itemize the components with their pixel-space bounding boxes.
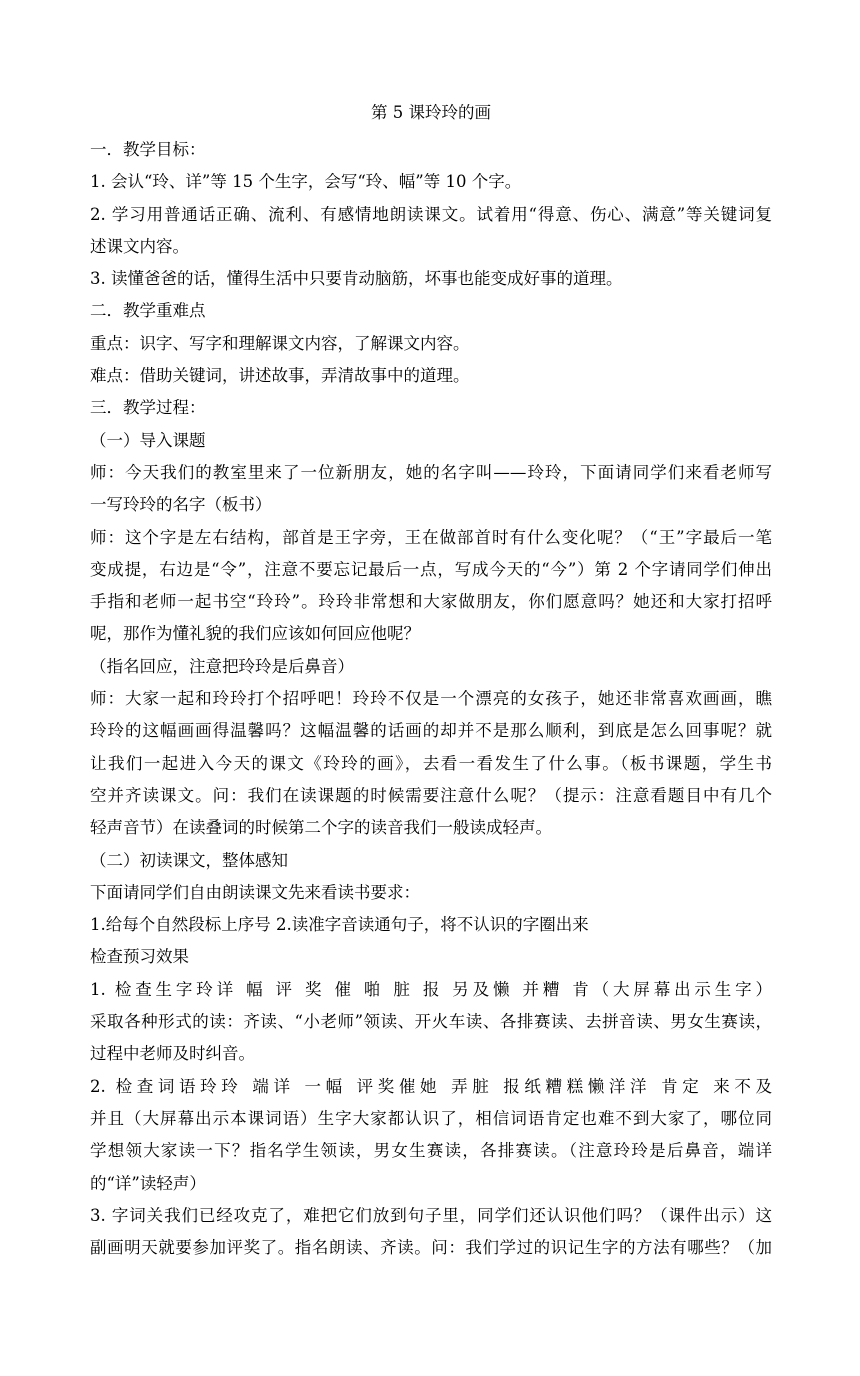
document-body bbox=[90, 134, 772, 1264]
text-line: 重点：识字、写字和理解课文内容，了解课文内容。 bbox=[90, 333, 470, 353]
text-line: 师：大家一起和玲玲打个招呼吧！玲玲不仅是一个漂亮的女孩子，她还非常喜欢画画，瞧 bbox=[90, 689, 772, 709]
text-line: （指名回应，注意把玲玲是后鼻音） bbox=[90, 656, 354, 676]
text-line: 让我们一起进入今天的课文《玲玲的画》，去看一看发生了什么事。（板书课题，学生书 bbox=[90, 753, 772, 773]
text-line: 空并齐读课文。问：我们在读课题的时候需要注意什么呢？（提示：注意看题目中有几个 bbox=[90, 785, 772, 805]
text-line: 一写玲玲的名字（板书） bbox=[90, 495, 272, 515]
text-line: 的“详”读轻声） bbox=[90, 1173, 206, 1193]
text-line: 二．教学重难点 bbox=[90, 301, 206, 321]
text-line: 下面请同学们自由朗读课文先来看读书要求： bbox=[90, 882, 420, 902]
text-line: 副画明天就要参加评奖了。指名朗读、齐读。问：我们学过的识记生字的方法有哪些？（加 bbox=[90, 1238, 772, 1258]
text-line: 师：这个字是左右结构，部首是王字旁，王在做部首时有什么变化呢？（“王”字最后一笔 bbox=[90, 527, 772, 547]
text-line: 过程中老师及时纠音。 bbox=[90, 1044, 255, 1064]
text-line: 并且（大屏幕出示本课词语）生字大家都认识了，相信词语肯定也难不到大家了，哪位同 bbox=[90, 1108, 772, 1128]
text-line: 学想领大家读一下？指名学生领读，男女生赛读，各排赛读。（注意玲玲是后鼻音，端详 bbox=[90, 1141, 772, 1161]
text-line: 述课文内容。 bbox=[90, 236, 189, 256]
text-line: 2. 检查词语玲玲 端详 一幅 评奖催她 弄脏 报纸糟糕懒洋洋 肯定 来不及 bbox=[90, 1076, 772, 1096]
text-line: 3. 读懂爸爸的话，懂得生活中只要肯动脑筋，坏事也能变成好事的道理。 bbox=[90, 269, 623, 289]
text-line: 检查预习效果 bbox=[90, 947, 189, 967]
text-line: （一）导入课题 bbox=[90, 430, 206, 450]
text-line: 采取各种形式的读：齐读、“小老师”领读、开火车读、各排赛读、去拼音读、男女生赛读， bbox=[90, 1012, 772, 1032]
text-line: 1.给每个自然段标上序号 2.读准字音读通句子，将不认识的字圈出来 bbox=[90, 915, 589, 935]
text-line: 变成提，右边是“令”，注意不要忘记最后一点，写成今天的“今”）第 2 个字请同学们伸出 bbox=[90, 559, 772, 579]
text-line: 玲玲的这幅画画得温馨吗？这幅温馨的话画的却并不是那么顺利，到底是怎么回事呢？就 bbox=[90, 721, 772, 741]
text-line: （二）初读课文，整体感知 bbox=[90, 850, 288, 870]
text-line: 1. 会认“玲、详”等 15 个生字，会写“玲、幅”等 10 个字。 bbox=[90, 172, 522, 192]
text-line: 呢，那作为懂礼貌的我们应该如何回应他呢？ bbox=[90, 624, 420, 644]
text-line: 三．教学过程： bbox=[90, 398, 206, 418]
text-line: 一．教学目标： bbox=[90, 140, 206, 159]
text-line: 手指和老师一起书空“玲玲”。玲玲非常想和大家做朋友，你们愿意吗？她还和大家打招呼 bbox=[90, 592, 772, 612]
text-line: 轻声音节）在读叠词的时候第二个字的读音我们一般读成轻声。 bbox=[90, 818, 552, 838]
document-title: 第 5 课玲玲的画 bbox=[371, 103, 491, 122]
text-line: 3. 字词关我们已经攻克了，难把它们放到句子里，同学们还认识他们吗？（课件出示）这 bbox=[90, 1205, 772, 1225]
text-line: 1. 检查生字玲详 幅 评 奖 催 啪 脏 报 另及懒 并糟 肯（大屏幕出示生字） bbox=[90, 979, 772, 999]
text-line: 2. 学习用普通话正确、流利、有感情地朗读课文。试着用“得意、伤心、满意”等关键词复 bbox=[90, 204, 772, 224]
text-line: 难点：借助关键词，讲述故事，弄清故事中的道理。 bbox=[90, 366, 470, 386]
document-page bbox=[90, 101, 772, 1264]
text-line: 师：今天我们的教室里来了一位新朋友，她的名字叫——玲玲，下面请同学们来看老师写 bbox=[90, 462, 772, 482]
